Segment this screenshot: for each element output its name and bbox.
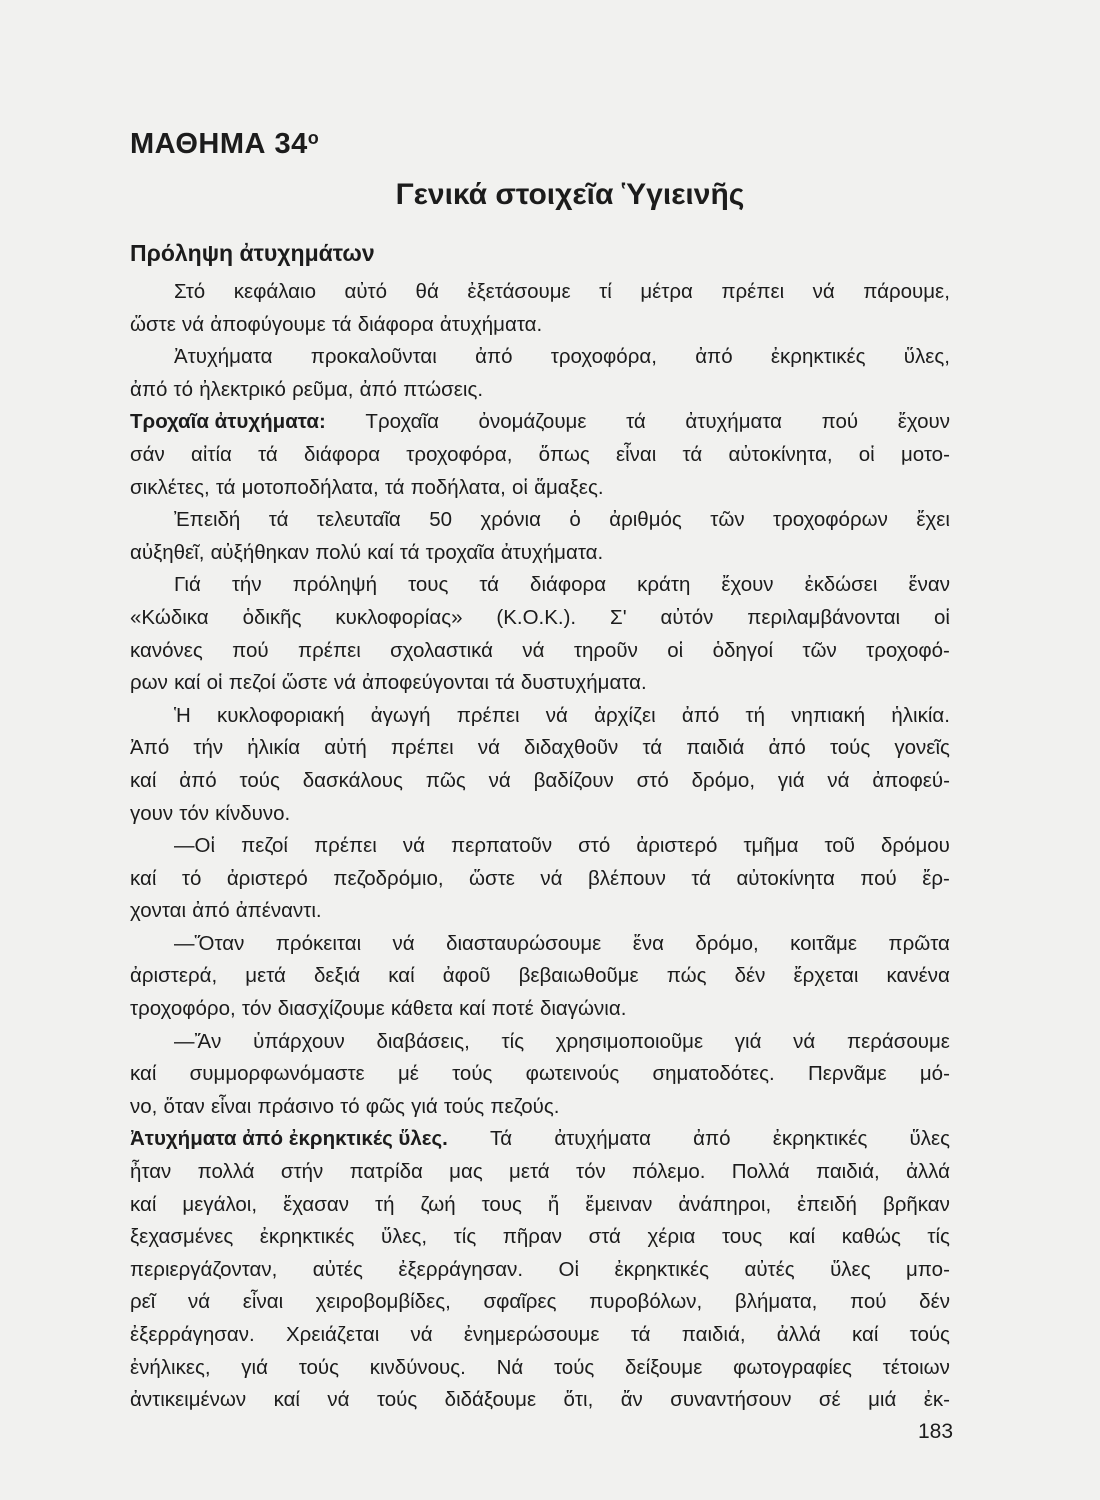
text-line: ξεχασμένες ἐκρηκτικές ὕλες, τίς πῆραν στά χέρια τους καί καθώς τίς: [130, 1225, 950, 1249]
text-line: ἀντικειμένων καί νά τούς διδάξουμε ὅτι, ἄν συναντήσουν σέ μιά ἐκ-: [130, 1388, 950, 1412]
text-line: σικλέτες, τά μοτοποδήλατα, τά ποδήλατα, οἱ ἅμαξες.: [130, 475, 604, 499]
text-line: ρων καί οἱ πεζοί ὥστε νά ἀποφεύγονται τά δυστυχήματα.: [130, 671, 647, 695]
text-line: —Ἄν ὑπάρχουν διαβάσεις, τίς χρησιμοποιοῦμε γιά νά περάσουμε: [174, 1029, 950, 1053]
lesson-label: ΜΑΘΗΜΑ 34: [130, 128, 308, 160]
text-line: ἀπό τό ἠλεκτρικό ρεῦμα, ἀπό πτώσεις.: [130, 377, 484, 401]
text-line: —Οἱ πεζοί πρέπει νά περπατοῦν στό ἀριστερό τμῆμα τοῦ δρόμου: [174, 834, 950, 858]
text-line: —Ὅταν πρόκειται νά διασταυρώσουμε ἕνα δρόμο, κοιτᾶμε πρῶτα: [174, 931, 950, 955]
text-line: Ἀτυχήματα ἀπό ἐκρηκτικές ὕλες. Τά ἀτυχήματα ἀπό ἐκρηκτικές ὕλες: [130, 1123, 950, 1156]
text-line: καί τό ἀριστερό πεζοδρόμιο, ὥστε νά βλέπουν τά αὐτοκίνητα πού ἔρ-: [130, 866, 950, 890]
text-line: κανόνες πού πρέπει σχολαστικά νά τηροῦν οἱ ὁδηγοί τῶν τροχοφό-: [130, 638, 950, 662]
text-line: Γιά τήν πρόληψή τους τά διάφορα κράτη ἔχουν ἐκδώσει ἕναν: [174, 573, 950, 597]
text-line: ρεῖ νά εἶναι χειροβομβίδες, σφαῖρες πυροβόλων, βλήματα, πού δέν: [130, 1290, 950, 1314]
text-line: καί συμμορφωνόμαστε μέ τούς φωτεινούς σηματοδότες. Περνᾶμε μό-: [130, 1062, 950, 1086]
text-line: καί μεγάλοι, ἔχασαν τή ζωή τους ἤ ἔμειναν ἀνάπηροι, ἐπειδή βρῆκαν: [130, 1192, 950, 1216]
text-line: τροχοφόρο, τόν διασχίζουμε κάθετα καί ποτέ διαγώνια.: [130, 997, 627, 1021]
body-text: [130, 276, 950, 1417]
text-line: Ἡ κυκλοφοριακή ἀγωγή πρέπει νά ἀρχίζει ἀπό τή νηπιακή ἡλικία.: [174, 703, 950, 727]
page-title: Γενικά στοιχεῖα Ὑγιεινῆς: [395, 178, 745, 211]
lesson-heading: [130, 128, 319, 161]
text-line: αὐξηθεῖ, αὐξήθηκαν πολύ καί τά τροχαῖα ἀτυχήματα.: [130, 540, 604, 564]
text-line: σάν αἰτία τά διάφορα τροχοφόρα, ὅπως εἶναι τά αὐτοκίνητα, οἱ μοτο-: [130, 442, 950, 466]
text-line: Ἀπό τήν ἡλικία αὐτή πρέπει νά διδαχθοῦν τά παιδιά ἀπό τούς γονεῖς: [130, 736, 950, 760]
text-line: Ἐπειδή τά τελευταῖα 50 χρόνια ὁ ἀριθμός τῶν τροχοφόρων ἔχει: [174, 508, 950, 532]
text-line: νο, ὅταν εἶναι πράσινο τό φῶς γιά τούς πεζούς.: [130, 1094, 560, 1118]
section-subtitle: Πρόληψη ἀτυχημάτων: [130, 240, 375, 266]
section-lead: Τροχαῖα ἀτυχήματα:: [130, 410, 326, 434]
text-line: ἦταν πολλά στήν πατρίδα μας μετά τόν πόλεμο. Πολλά παιδιά, ἀλλά: [130, 1160, 950, 1184]
text-line: καί ἀπό τούς δασκάλους πῶς νά βαδίζουν στό δρόμο, γιά νά ἀποφεύ-: [130, 768, 950, 792]
text-line: χονται ἀπό ἀπέναντι.: [130, 899, 322, 923]
text-line: Τροχαῖα ἀτυχήματα: Τροχαῖα ὀνομάζουμε τά ἀτυχήματα πού ἔχουν: [130, 406, 950, 439]
text-line: Στό κεφάλαιο αὐτό θά ἐξετάσουμε τί μέτρα πρέπει νά πάρουμε,: [174, 280, 950, 303]
text-line: «Κώδικα ὁδικῆς κυκλοφορίας» (Κ.Ο.Κ.). Σ' αὐτόν περιλαμβάνονται οἱ: [130, 605, 950, 629]
text-line: περιεργάζονταν, αὐτές ἐξερράγησαν. Οἱ ἐκρηκτικές αὐτές ὕλες μπο-: [130, 1257, 950, 1281]
text-line: ἀριστερά, μετά δεξιά καί ἀφοῦ βεβαιωθοῦμε πώς δέν ἔρχεται κανένα: [130, 964, 950, 988]
text-line: ὥστε νά ἀποφύγουμε τά διάφορα ἀτυχήματα.: [130, 312, 543, 336]
lesson-ordinal: ο: [307, 128, 320, 148]
text-line: Ἀτυχήματα προκαλοῦνται ἀπό τροχοφόρα, ἀπό ἐκρηκτικές ὕλες,: [174, 345, 950, 369]
text-line: ἐνήλικες, γιά τούς κινδύνους. Νά τούς δείξουμε φωτογραφίες τέτοιων: [130, 1355, 950, 1379]
page-number: 183: [918, 1420, 954, 1443]
section-lead: Ἀτυχήματα ἀπό ἐκρηκτικές ὕλες.: [130, 1127, 448, 1151]
text-line: ἐξερράγησαν. Χρειάζεται νά ἐνημερώσουμε τά παιδιά, ἀλλά καί τούς: [130, 1323, 950, 1346]
text-line: γουν τόν κίνδυνο.: [130, 801, 291, 825]
